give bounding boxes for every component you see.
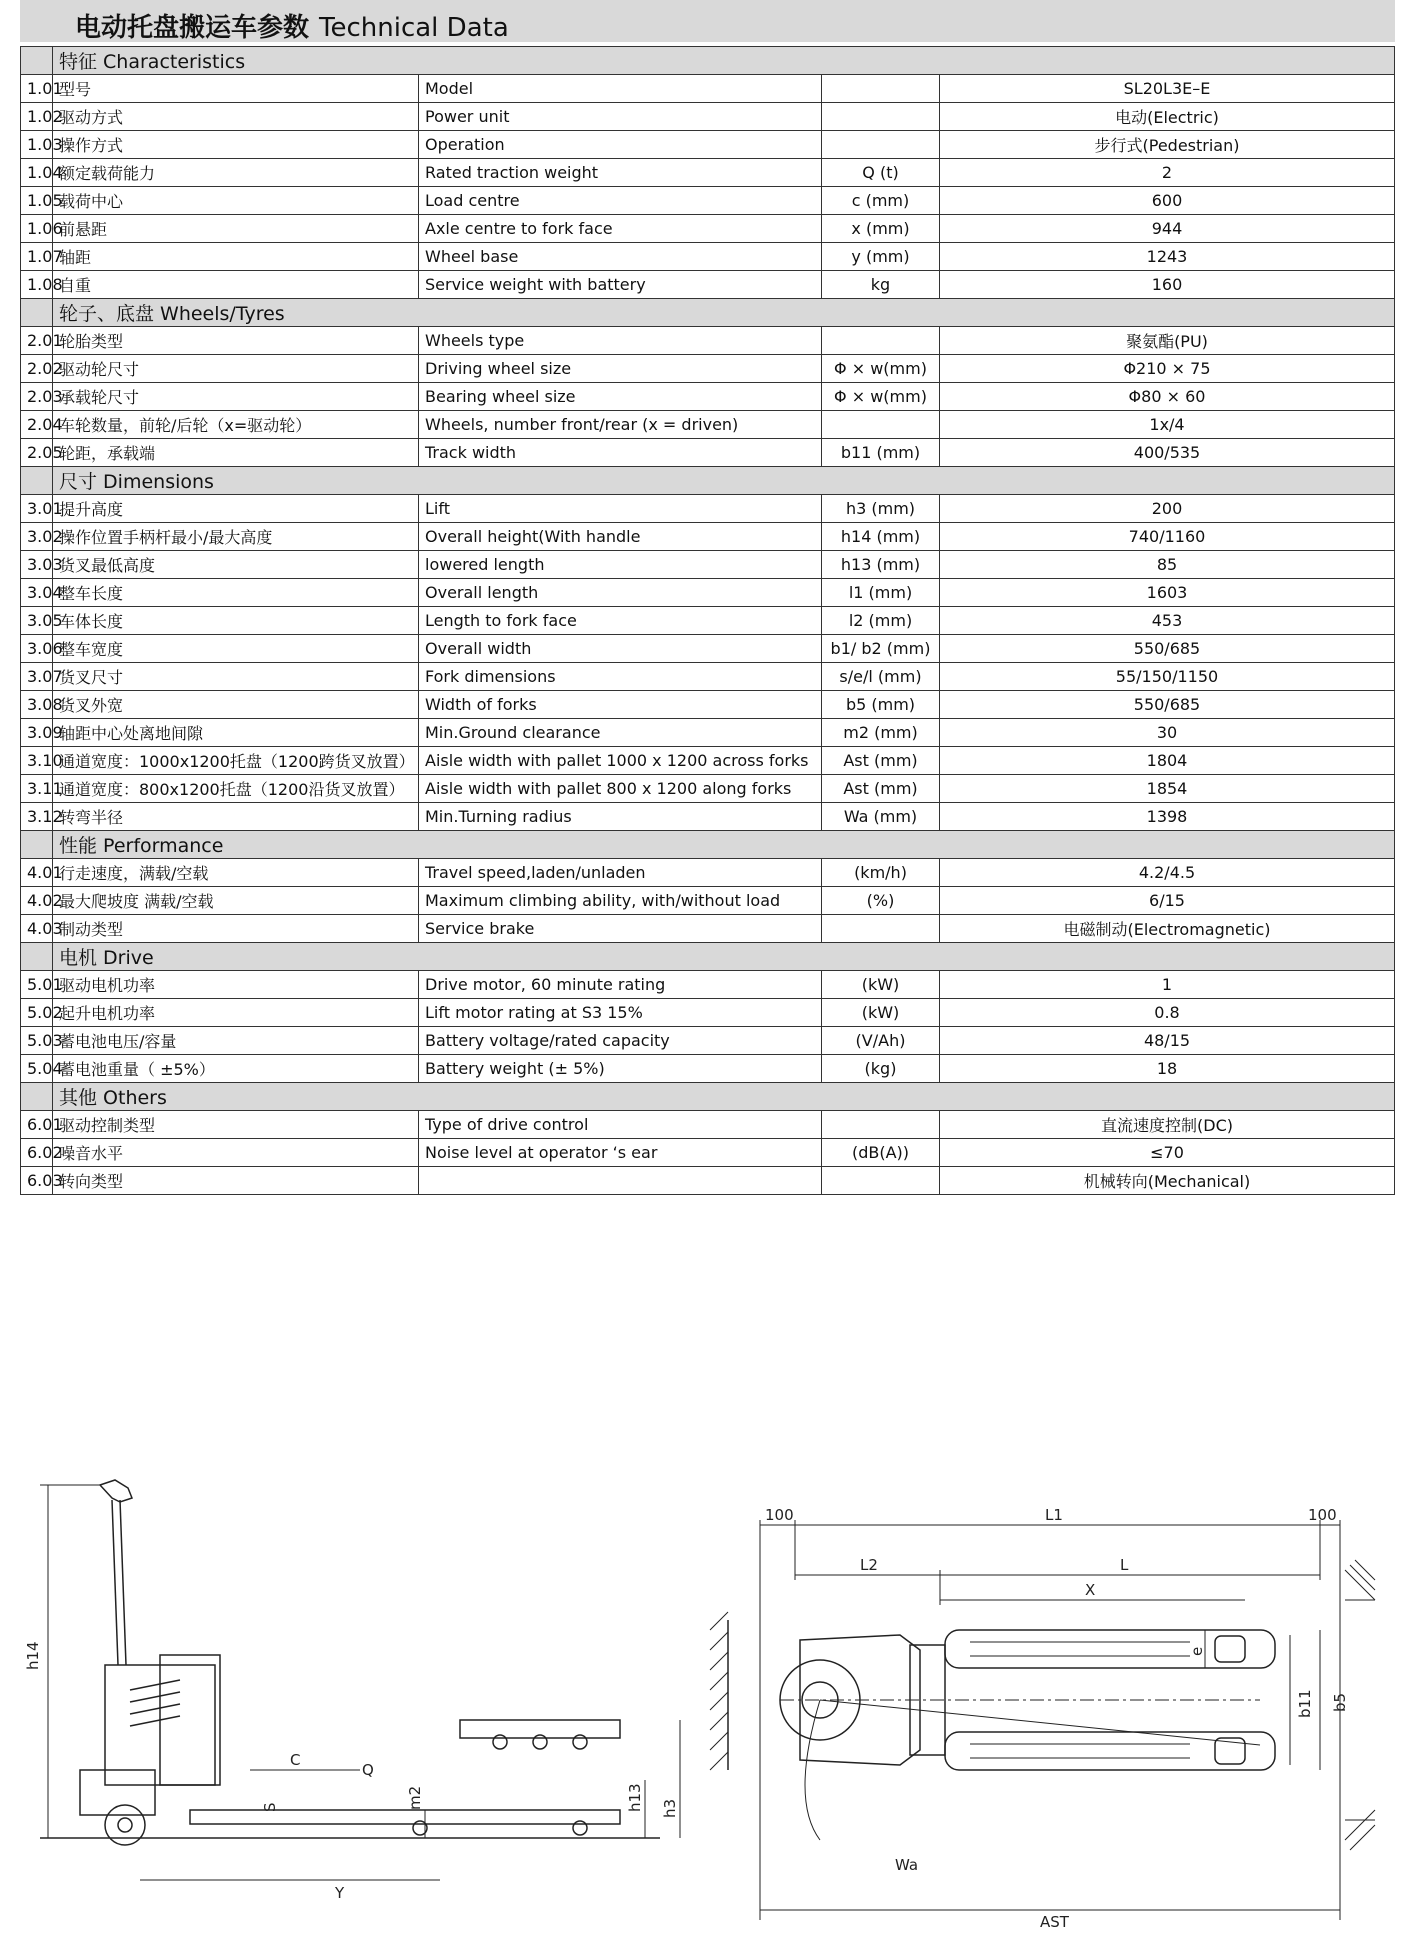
english-label: Bearing wheel size [419, 383, 822, 411]
chinese-label: 制动类型 [53, 915, 419, 943]
value-cell: Φ80 × 60 [940, 383, 1395, 411]
value-cell: 电磁制动(Electromagnetic) [940, 915, 1395, 943]
section-title: 其他 Others [53, 1083, 1395, 1111]
section-spacer-cell [21, 1083, 53, 1111]
row-number: 3.11 [21, 775, 53, 803]
label-e: e [1188, 1646, 1206, 1656]
spec-row [21, 243, 1395, 271]
spec-row [21, 215, 1395, 243]
unit-cell [822, 411, 940, 439]
english-label: Aisle width with pallet 800 x 1200 along forks [419, 775, 822, 803]
section-spacer-cell [21, 299, 53, 327]
value-cell: 1854 [940, 775, 1395, 803]
value-cell: 1603 [940, 579, 1395, 607]
chinese-label: 轴距中心处离地间隙 [53, 719, 419, 747]
chinese-label: 行走速度，满载/空载 [53, 859, 419, 887]
spec-row [21, 1027, 1395, 1055]
chinese-label: 操作方式 [53, 131, 419, 159]
value-cell: 1x/4 [940, 411, 1395, 439]
chinese-label: 轮距，承载端 [53, 439, 419, 467]
value-cell: 1243 [940, 243, 1395, 271]
chinese-label: 驱动控制类型 [53, 1111, 419, 1139]
page-title [75, 7, 509, 44]
chinese-label: 自重 [53, 271, 419, 299]
value-cell: 1398 [940, 803, 1395, 831]
spec-row [21, 887, 1395, 915]
label-l: L [1120, 1556, 1129, 1574]
english-label: Axle centre to fork face [419, 215, 822, 243]
english-label: Wheels type [419, 327, 822, 355]
row-number: 3.09 [21, 719, 53, 747]
english-label: Overall width [419, 635, 822, 663]
chinese-label: 蓄电池重量（ ±5%） [53, 1055, 419, 1083]
value-cell: SL20L3E–E [940, 75, 1395, 103]
top-view-drawing [710, 1520, 1375, 1920]
spec-row [21, 495, 1395, 523]
english-label: Type of drive control [419, 1111, 822, 1139]
unit-cell: h3 (mm) [822, 495, 940, 523]
row-number: 3.10 [21, 747, 53, 775]
unit-cell: l2 (mm) [822, 607, 940, 635]
chinese-label: 最大爬坡度 满载/空载 [53, 887, 419, 915]
label-b11: b11 [1296, 1689, 1314, 1718]
english-label: Min.Turning radius [419, 803, 822, 831]
unit-cell [822, 103, 940, 131]
row-number: 5.02 [21, 999, 53, 1027]
spec-row [21, 691, 1395, 719]
unit-cell: b11 (mm) [822, 439, 940, 467]
english-label: Load centre [419, 187, 822, 215]
chinese-label: 通道宽度：800x1200托盘（1200沿货叉放置） [53, 775, 419, 803]
row-number: 3.06 [21, 635, 53, 663]
section-spacer-cell [21, 467, 53, 495]
value-cell: 0.8 [940, 999, 1395, 1027]
value-cell: 400/535 [940, 439, 1395, 467]
chinese-label: 前悬距 [53, 215, 419, 243]
value-cell: Φ210 × 75 [940, 355, 1395, 383]
row-number: 6.02 [21, 1139, 53, 1167]
spec-row [21, 523, 1395, 551]
english-label: Width of forks [419, 691, 822, 719]
row-number: 2.01 [21, 327, 53, 355]
row-number: 2.02 [21, 355, 53, 383]
spec-row [21, 579, 1395, 607]
label-y: Y [335, 1884, 345, 1902]
row-number: 3.03 [21, 551, 53, 579]
spec-row [21, 75, 1395, 103]
english-label: Power unit [419, 103, 822, 131]
unit-cell: Ast (mm) [822, 747, 940, 775]
english-label: Length to fork face [419, 607, 822, 635]
value-cell: 18 [940, 1055, 1395, 1083]
spec-table [20, 46, 1395, 1195]
english-label: Noise level at operator ‘s ear [419, 1139, 822, 1167]
chinese-label: 蓄电池电压/容量 [53, 1027, 419, 1055]
unit-cell [822, 327, 940, 355]
chinese-label: 载荷中心 [53, 187, 419, 215]
row-number: 1.01 [21, 75, 53, 103]
section-spacer-cell [21, 943, 53, 971]
spec-row [21, 775, 1395, 803]
spec-row [21, 971, 1395, 999]
spec-row [21, 1055, 1395, 1083]
chinese-label: 操作位置手柄杆最小/最大高度 [53, 523, 419, 551]
unit-cell: (V/Ah) [822, 1027, 940, 1055]
page-header [20, 0, 1395, 42]
unit-cell: Φ × w(mm) [822, 383, 940, 411]
row-number: 3.01 [21, 495, 53, 523]
value-cell: 步行式(Pedestrian) [940, 131, 1395, 159]
chinese-label: 驱动轮尺寸 [53, 355, 419, 383]
value-cell: 4.2/4.5 [940, 859, 1395, 887]
row-number: 1.02 [21, 103, 53, 131]
chinese-label: 提升高度 [53, 495, 419, 523]
row-number: 6.03 [21, 1167, 53, 1195]
spec-row [21, 439, 1395, 467]
row-number: 1.05 [21, 187, 53, 215]
value-cell: 聚氨酯(PU) [940, 327, 1395, 355]
row-number: 3.02 [21, 523, 53, 551]
unit-cell: y (mm) [822, 243, 940, 271]
row-number: 5.04 [21, 1055, 53, 1083]
label-100-right: 100 [1308, 1506, 1337, 1524]
top-view-labels [765, 1506, 1349, 1931]
row-number: 2.04 [21, 411, 53, 439]
label-c: C [290, 1751, 301, 1769]
section-header-row [21, 299, 1395, 327]
value-cell: 944 [940, 215, 1395, 243]
unit-cell: (dB(A)) [822, 1139, 940, 1167]
row-number: 3.12 [21, 803, 53, 831]
section-title: 特征 Characteristics [53, 47, 1395, 75]
row-number: 3.05 [21, 607, 53, 635]
spec-row [21, 663, 1395, 691]
spec-row [21, 103, 1395, 131]
english-label: Service brake [419, 915, 822, 943]
english-label: Overall length [419, 579, 822, 607]
row-number: 4.01 [21, 859, 53, 887]
unit-cell: Q (t) [822, 159, 940, 187]
spec-row [21, 747, 1395, 775]
row-number: 5.03 [21, 1027, 53, 1055]
title-cn: 电动托盘搬运车参数 [75, 13, 310, 43]
section-title: 尺寸 Dimensions [53, 467, 1395, 495]
row-number: 4.02 [21, 887, 53, 915]
unit-cell: b1/ b2 (mm) [822, 635, 940, 663]
spec-row [21, 411, 1395, 439]
unit-cell: h13 (mm) [822, 551, 940, 579]
english-label: Drive motor, 60 minute rating [419, 971, 822, 999]
section-header-row [21, 47, 1395, 75]
unit-cell: b5 (mm) [822, 691, 940, 719]
spec-row [21, 355, 1395, 383]
unit-cell [822, 131, 940, 159]
unit-cell: s/e/l (mm) [822, 663, 940, 691]
value-cell: 85 [940, 551, 1395, 579]
chinese-label: 轴距 [53, 243, 419, 271]
value-cell: 600 [940, 187, 1395, 215]
unit-cell: h14 (mm) [822, 523, 940, 551]
title-en: Technical Data [319, 13, 509, 43]
value-cell: 453 [940, 607, 1395, 635]
english-label: Battery weight (± 5%) [419, 1055, 822, 1083]
row-number: 3.04 [21, 579, 53, 607]
section-header-row [21, 467, 1395, 495]
section-header-row [21, 1083, 1395, 1111]
unit-cell: Ast (mm) [822, 775, 940, 803]
english-label: Wheels, number front/rear (x = driven) [419, 411, 822, 439]
section-header-row [21, 831, 1395, 859]
value-cell: 740/1160 [940, 523, 1395, 551]
row-number: 1.07 [21, 243, 53, 271]
unit-cell: (kW) [822, 971, 940, 999]
spec-row [21, 131, 1395, 159]
english-label: Maximum climbing ability, with/without load [419, 887, 822, 915]
spec-row [21, 327, 1395, 355]
chinese-label: 轮胎类型 [53, 327, 419, 355]
unit-cell: Wa (mm) [822, 803, 940, 831]
value-cell: 6/15 [940, 887, 1395, 915]
spec-row [21, 159, 1395, 187]
value-cell: 2 [940, 159, 1395, 187]
spec-row [21, 271, 1395, 299]
chinese-label: 转弯半径 [53, 803, 419, 831]
unit-cell: kg [822, 271, 940, 299]
row-number: 1.03 [21, 131, 53, 159]
chinese-label: 驱动电机功率 [53, 971, 419, 999]
section-spacer-cell [21, 47, 53, 75]
unit-cell: Φ × w(mm) [822, 355, 940, 383]
value-cell: 160 [940, 271, 1395, 299]
chinese-label: 起升电机功率 [53, 999, 419, 1027]
spec-row [21, 551, 1395, 579]
english-label: Fork dimensions [419, 663, 822, 691]
label-ast: AST [1040, 1913, 1069, 1931]
unit-cell: c (mm) [822, 187, 940, 215]
spec-row [21, 383, 1395, 411]
english-label: Model [419, 75, 822, 103]
label-b5: b5 [1331, 1692, 1349, 1712]
unit-cell: m2 (mm) [822, 719, 940, 747]
unit-cell [822, 915, 940, 943]
english-label: Rated traction weight [419, 159, 822, 187]
chinese-label: 承载轮尺寸 [53, 383, 419, 411]
unit-cell: (km/h) [822, 859, 940, 887]
unit-cell [822, 1111, 940, 1139]
row-number: 3.07 [21, 663, 53, 691]
spec-row [21, 1139, 1395, 1167]
chinese-label: 驱动方式 [53, 103, 419, 131]
english-label: Travel speed,laden/unladen [419, 859, 822, 887]
english-label: Driving wheel size [419, 355, 822, 383]
english-label: Lift [419, 495, 822, 523]
chinese-label: 车体长度 [53, 607, 419, 635]
chinese-label: 货叉外宽 [53, 691, 419, 719]
spec-row [21, 859, 1395, 887]
label-wa: Wa [895, 1856, 919, 1874]
value-cell: ≤70 [940, 1139, 1395, 1167]
row-number: 4.03 [21, 915, 53, 943]
section-title: 电机 Drive [53, 943, 1395, 971]
chinese-label: 噪音水平 [53, 1139, 419, 1167]
label-h14: h14 [24, 1641, 42, 1670]
unit-cell: x (mm) [822, 215, 940, 243]
value-cell: 55/150/1150 [940, 663, 1395, 691]
value-cell: 1 [940, 971, 1395, 999]
chinese-label: 货叉尺寸 [53, 663, 419, 691]
row-number: 1.04 [21, 159, 53, 187]
row-number: 3.08 [21, 691, 53, 719]
spec-row [21, 803, 1395, 831]
row-number: 5.01 [21, 971, 53, 999]
english-label: Track width [419, 439, 822, 467]
unit-cell: (kg) [822, 1055, 940, 1083]
spec-row [21, 635, 1395, 663]
unit-cell: l1 (mm) [822, 579, 940, 607]
label-100-left: 100 [765, 1506, 794, 1524]
spec-row [21, 719, 1395, 747]
value-cell: 电动(Electric) [940, 103, 1395, 131]
english-label: lowered length [419, 551, 822, 579]
value-cell: 1804 [940, 747, 1395, 775]
english-label: Wheel base [419, 243, 822, 271]
value-cell: 30 [940, 719, 1395, 747]
chinese-label: 货叉最低高度 [53, 551, 419, 579]
unit-cell [822, 75, 940, 103]
spec-row [21, 1111, 1395, 1139]
english-label: Service weight with battery [419, 271, 822, 299]
row-number: 2.03 [21, 383, 53, 411]
label-q: Q [362, 1761, 374, 1779]
english-label: Battery voltage/rated capacity [419, 1027, 822, 1055]
section-title: 性能 Performance [53, 831, 1395, 859]
spec-row [21, 187, 1395, 215]
chinese-label: 额定载荷能力 [53, 159, 419, 187]
dimension-drawings [20, 1440, 1395, 1940]
side-view-drawing [40, 1480, 680, 1880]
unit-cell: (%) [822, 887, 940, 915]
value-cell: 550/685 [940, 691, 1395, 719]
label-m2: m2 [406, 1785, 424, 1810]
english-label: Operation [419, 131, 822, 159]
unit-cell [822, 1167, 940, 1195]
side-view-labels [24, 1641, 679, 1902]
label-l1: L1 [1045, 1506, 1063, 1524]
value-cell: 48/15 [940, 1027, 1395, 1055]
english-label: Min.Ground clearance [419, 719, 822, 747]
row-number: 6.01 [21, 1111, 53, 1139]
label-x: X [1085, 1581, 1096, 1599]
row-number: 1.06 [21, 215, 53, 243]
english-label: Overall height(With handle [419, 523, 822, 551]
section-header-row [21, 943, 1395, 971]
english-label: Lift motor rating at S3 15% [419, 999, 822, 1027]
value-cell: 550/685 [940, 635, 1395, 663]
unit-cell: (kW) [822, 999, 940, 1027]
chinese-label: 车轮数量，前轮/后轮（x=驱动轮） [53, 411, 419, 439]
english-label: Aisle width with pallet 1000 x 1200 across forks [419, 747, 822, 775]
value-cell: 直流速度控制(DC) [940, 1111, 1395, 1139]
english-label [419, 1167, 822, 1195]
spec-row [21, 915, 1395, 943]
chinese-label: 整车长度 [53, 579, 419, 607]
spec-row [21, 607, 1395, 635]
chinese-label: 转向类型 [53, 1167, 419, 1195]
row-number: 1.08 [21, 271, 53, 299]
section-spacer-cell [21, 831, 53, 859]
value-cell: 200 [940, 495, 1395, 523]
chinese-label: 整车宽度 [53, 635, 419, 663]
label-h3: h3 [661, 1798, 679, 1818]
value-cell: 机械转向(Mechanical) [940, 1167, 1395, 1195]
chinese-label: 型号 [53, 75, 419, 103]
row-number: 2.05 [21, 439, 53, 467]
chinese-label: 通道宽度：1000x1200托盘（1200跨货叉放置） [53, 747, 419, 775]
label-s: S [261, 1802, 279, 1812]
label-h13: h13 [626, 1783, 644, 1812]
spec-row [21, 1167, 1395, 1195]
spec-row [21, 999, 1395, 1027]
section-title: 轮子、底盘 Wheels/Tyres [53, 299, 1395, 327]
label-l2: L2 [860, 1556, 878, 1574]
